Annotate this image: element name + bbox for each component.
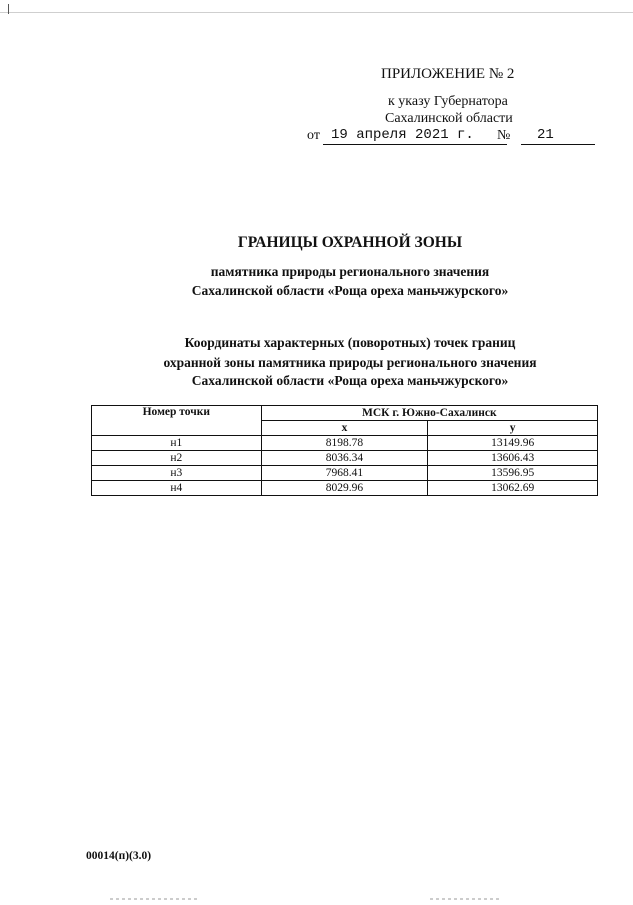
y-cell: 13596.95 <box>428 466 598 481</box>
document-title: ГРАНИЦЫ ОХРАННОЙ ЗОНЫ <box>237 234 463 251</box>
from-label: от <box>307 128 320 143</box>
y-header: y <box>428 421 598 436</box>
subtitle-line-1: памятника природы регионального значения <box>210 264 490 279</box>
x-header: x <box>261 421 428 436</box>
coordinates-table <box>91 405 598 496</box>
scan-corner-mark <box>8 4 9 14</box>
coordinate-system-header: МСК г. Южно-Сахалинск <box>261 406 597 421</box>
x-cell: 8198.78 <box>261 436 428 451</box>
coordinates-heading-line-2: охранной зоны памятника природы регионального значения <box>163 355 537 370</box>
to-decree-label: к указу Губернатора <box>388 94 508 109</box>
point-cell: н2 <box>92 451 262 466</box>
scan-edge-line <box>0 12 633 13</box>
y-cell: 13062.69 <box>428 481 598 496</box>
x-cell: 7968.41 <box>261 466 428 481</box>
y-cell: 13606.43 <box>428 451 598 466</box>
decree-number: 21 <box>521 127 595 145</box>
scan-edge-speck <box>110 898 200 900</box>
coordinates-heading-line-1: Координаты характерных (поворотных) точек границ <box>184 335 516 350</box>
region-label: Сахалинской области <box>385 111 513 126</box>
point-cell: н4 <box>92 481 262 496</box>
y-cell: 13149.96 <box>428 436 598 451</box>
subtitle-line-2: Сахалинской области «Роща ореха маньчжурского» <box>191 283 509 298</box>
decree-date-row <box>307 127 597 149</box>
x-cell: 8036.34 <box>261 451 428 466</box>
appendix-label: ПРИЛОЖЕНИЕ № 2 <box>381 66 515 82</box>
point-number-header: Номер точки <box>92 406 262 436</box>
table-row <box>92 436 598 451</box>
coordinates-heading-line-3: Сахалинской области «Роща ореха маньчжурского» <box>191 373 509 388</box>
point-cell: н1 <box>92 436 262 451</box>
table-row <box>92 466 598 481</box>
table-row <box>92 451 598 466</box>
scan-edge-speck <box>430 898 500 900</box>
form-code: 00014(п)(3.0) <box>86 850 152 862</box>
point-cell: н3 <box>92 466 262 481</box>
table-row <box>92 481 598 496</box>
number-sign: № <box>497 128 511 143</box>
x-cell: 8029.96 <box>261 481 428 496</box>
decree-date: 19 апреля 2021 г. <box>323 127 507 145</box>
